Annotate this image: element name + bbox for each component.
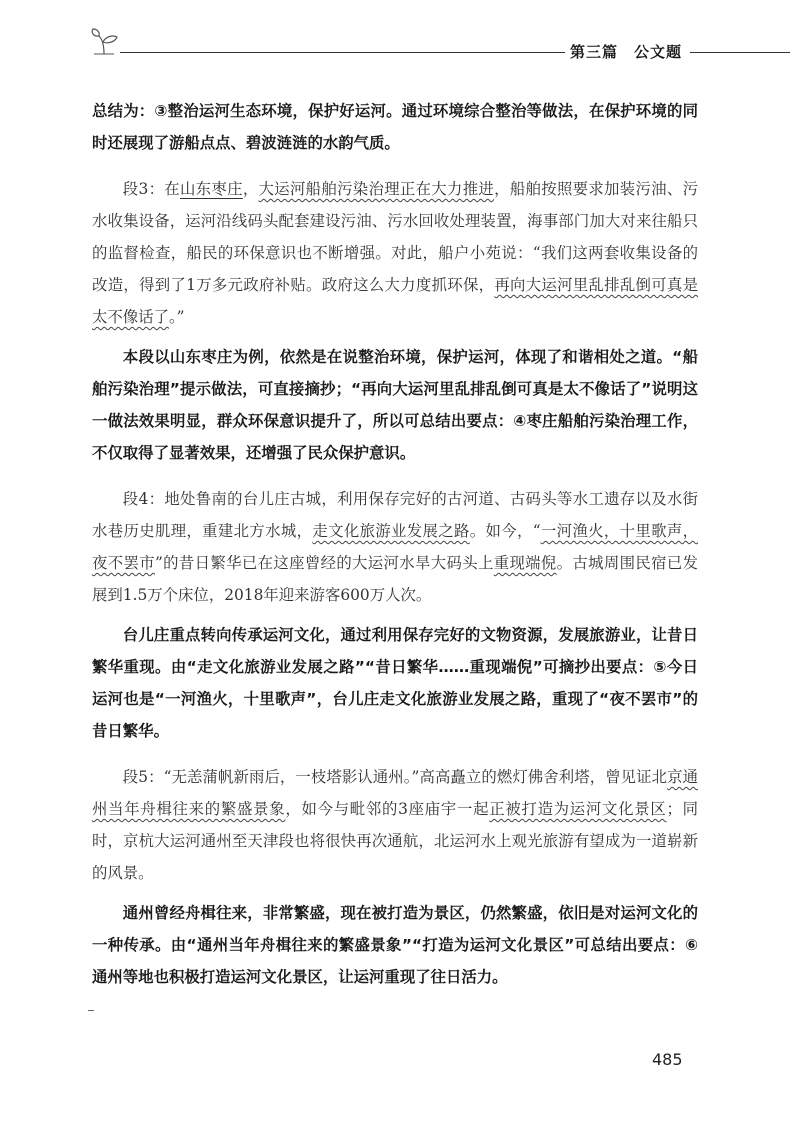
page-number: 485 — [652, 1050, 683, 1069]
underlined-phrase: 山东枣庄 — [180, 180, 243, 198]
running-header — [90, 28, 780, 62]
page-body — [92, 95, 698, 993]
sprout-icon — [90, 28, 120, 56]
section-title — [570, 41, 682, 62]
wavy-underlined-phrase: 京通州当年舟楫往来的繁盛景象 — [92, 768, 698, 818]
wavy-underlined-phrase: 大运河船舶污染治理正在大力推进 — [258, 180, 495, 198]
analysis-paragraph-5: 通州曾经舟楫往来，非常繁盛，现在被打造为景区，仍然繁盛，依旧是对运河文化的一种传承。由“通州当年舟楫往来的繁盛景象”“打造为运河文化景区”可总结出要点：⑥通州等地也积极打造运河文化景区，让运河重现了往日活力。 — [92, 904, 698, 986]
summary-paragraph-3: 总结为：③整治运河生态环境，保护好运河。通过环境综合整治等做法，在保护环境的同时还展现了游船点点、碧波涟涟的水韵气质。 — [92, 102, 698, 152]
wavy-underlined-phrase: 走文化旅游业发展之路 — [312, 522, 470, 540]
excerpt-paragraph-5: 段5：“无恙蒲帆新雨后，一枝塔影认通州。”高高矗立的燃灯佛舍利塔，曾见证北京通州当年舟楫往来的繁盛景象，如今与毗邻的3座庙宇一起正被打造为运河文化景区；同时，京杭大运河通州至天津段也将很快再次通航，北运河水上观光旅游有望成为一道崭新的风景。 — [92, 768, 698, 882]
excerpt-paragraph-3: 段3：在山东枣庄，大运河船舶污染治理正在大力推进，船舶按照要求加装污油、污水收集设备，运河沿线码头配套建设污油、污水回收处理装置，海事部门加大对来往船只的监督检查，船民的环保意识也不断增强。对此，船户小苑说：“我们这两套收集设备的改造，得到了1万多元政府补贴。政府这么大力度抓环保，再向大运河里乱排乱倒可真是太不像话了。” — [92, 180, 698, 326]
header-rule-right — [690, 52, 790, 53]
wavy-underlined-phrase: 再向大运河里乱排乱倒可真是太不像话了 — [92, 276, 698, 326]
wavy-underlined-phrase: 正被打造为运河文化景区 — [489, 800, 667, 818]
part-label: 第三篇 — [570, 43, 619, 61]
chapter-label: 公文题 — [634, 43, 683, 61]
wavy-underlined-phrase: 重现端倪 — [493, 554, 557, 572]
wavy-underlined-phrase: 一河渔火，十里歌声，夜不罢市 — [92, 522, 698, 572]
analysis-paragraph-4: 台儿庄重点转向传承运河文化，通过利用保存完好的文物资源，发展旅游业，让昔日繁华重现。由“走文化旅游业发展之路”“昔日繁华……重现端倪”可摘抄出要点：⑤今日运河也是“一河渔火，十里歌声”，台儿庄走文化旅游业发展之路，重现了“夜不罢市”的昔日繁华。 — [92, 626, 698, 740]
analysis-paragraph-3: 本段以山东枣庄为例，依然是在说整治环境，保护运河，体现了和谐相处之道。“船舶污染治理”提示做法，可直接摘抄；“再向大运河里乱排乱倒可真是太不像话了”说明这一做法效果明显，群众环保意识提升了，所以可总结出要点：④枣庄船舶污染治理工作，不仅取得了显著效果，还增强了民众保护意识。 — [92, 348, 698, 462]
excerpt-paragraph-4: 段4：地处鲁南的台儿庄古城，利用保存完好的古河道、古码头等水工遗存以及水街水巷历史肌理，重建北方水城，走文化旅游业发展之路。如今，“一河渔火，十里歌声，夜不罢市”的昔日繁华已在这座曾经的大运河水旱大码头上重现端倪。古城周围民宿已发展到1.5万个床位，2018年迎来游客600万人次。 — [92, 490, 698, 604]
footer-mark — [88, 1010, 94, 1011]
header-rule-left — [120, 52, 565, 53]
